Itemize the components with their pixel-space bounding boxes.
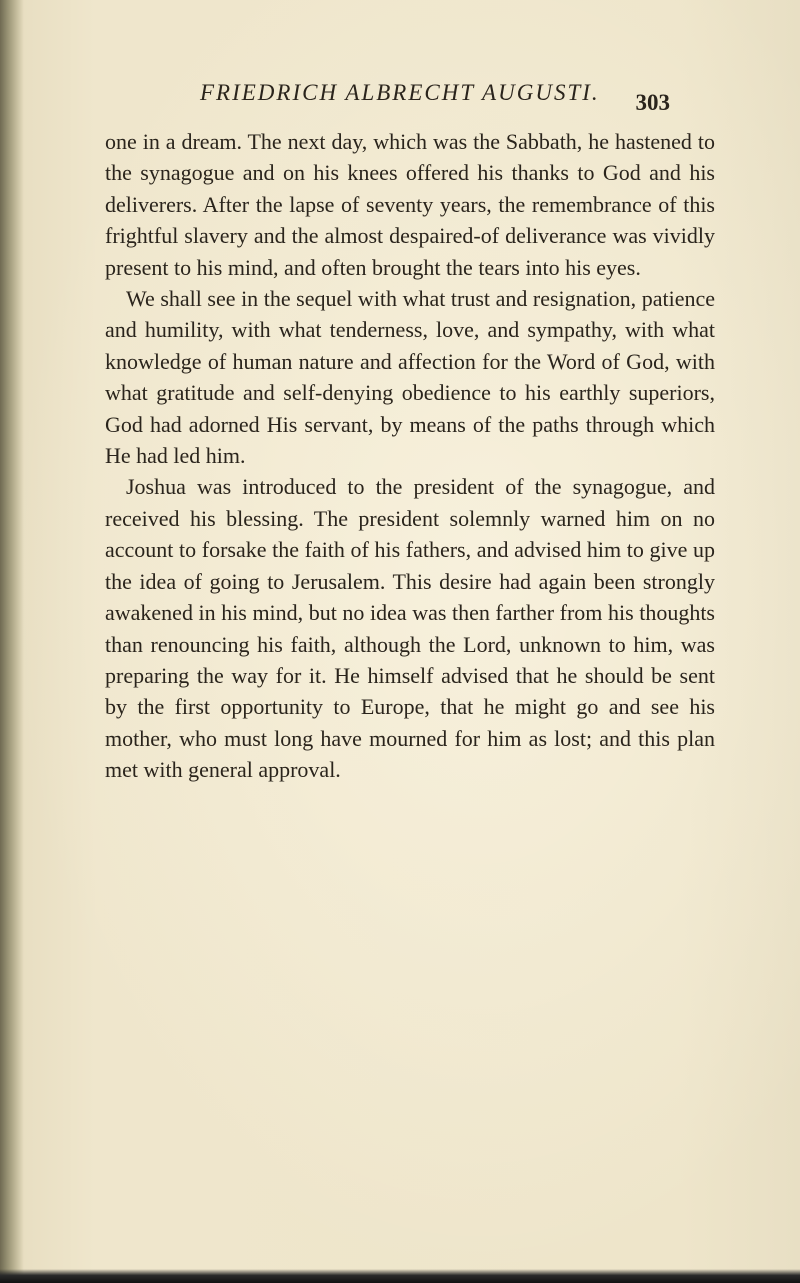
body-text	[105, 126, 715, 786]
book-spine-shadow	[0, 0, 24, 1283]
paragraph-1: one in a dream. The next day, which was the Sabbath, he hastened to the synagogue and on his knees offered his thanks to God and his deliverers. After the lapse of seventy years, the remembrance of this frightful slavery and the almost despaired-of deliverance was vividly present to his mind, and often brought the tears into his eyes.	[105, 129, 715, 280]
running-title: FRIEDRICH ALBRECHT AUGUSTI.	[200, 80, 600, 105]
paragraph-2: We shall see in the sequel with what trust and resignation, patience and humility, with what tenderness, love, and sympathy, with what knowledge of human nature and affection for the Word of God, with what gratitude and self-denying obedience to his earthly superiors, God had adorned His servant, by means of the paths through which He had led him.	[105, 286, 715, 469]
page-number: 303	[635, 90, 670, 115]
paragraph-3: Joshua was introduced to the president of the synagogue, and received his blessing. The president solemnly warned him on no account to forsake the faith of his fathers, and advised him to give up the idea of going to Jerusalem. This desire had again been strongly awakened in his mind, but no idea was then farther from his thoughts than renouncing his faith, although the Lord, unknown to him, was preparing the way for it. He himself advised that he should be sent by the first opportunity to Europe, that he might go and see his mother, who must long have mourned for him as lost; and this plan met with general approval.	[105, 474, 715, 783]
page-bottom-edge	[0, 1269, 800, 1283]
page-header	[200, 80, 670, 120]
